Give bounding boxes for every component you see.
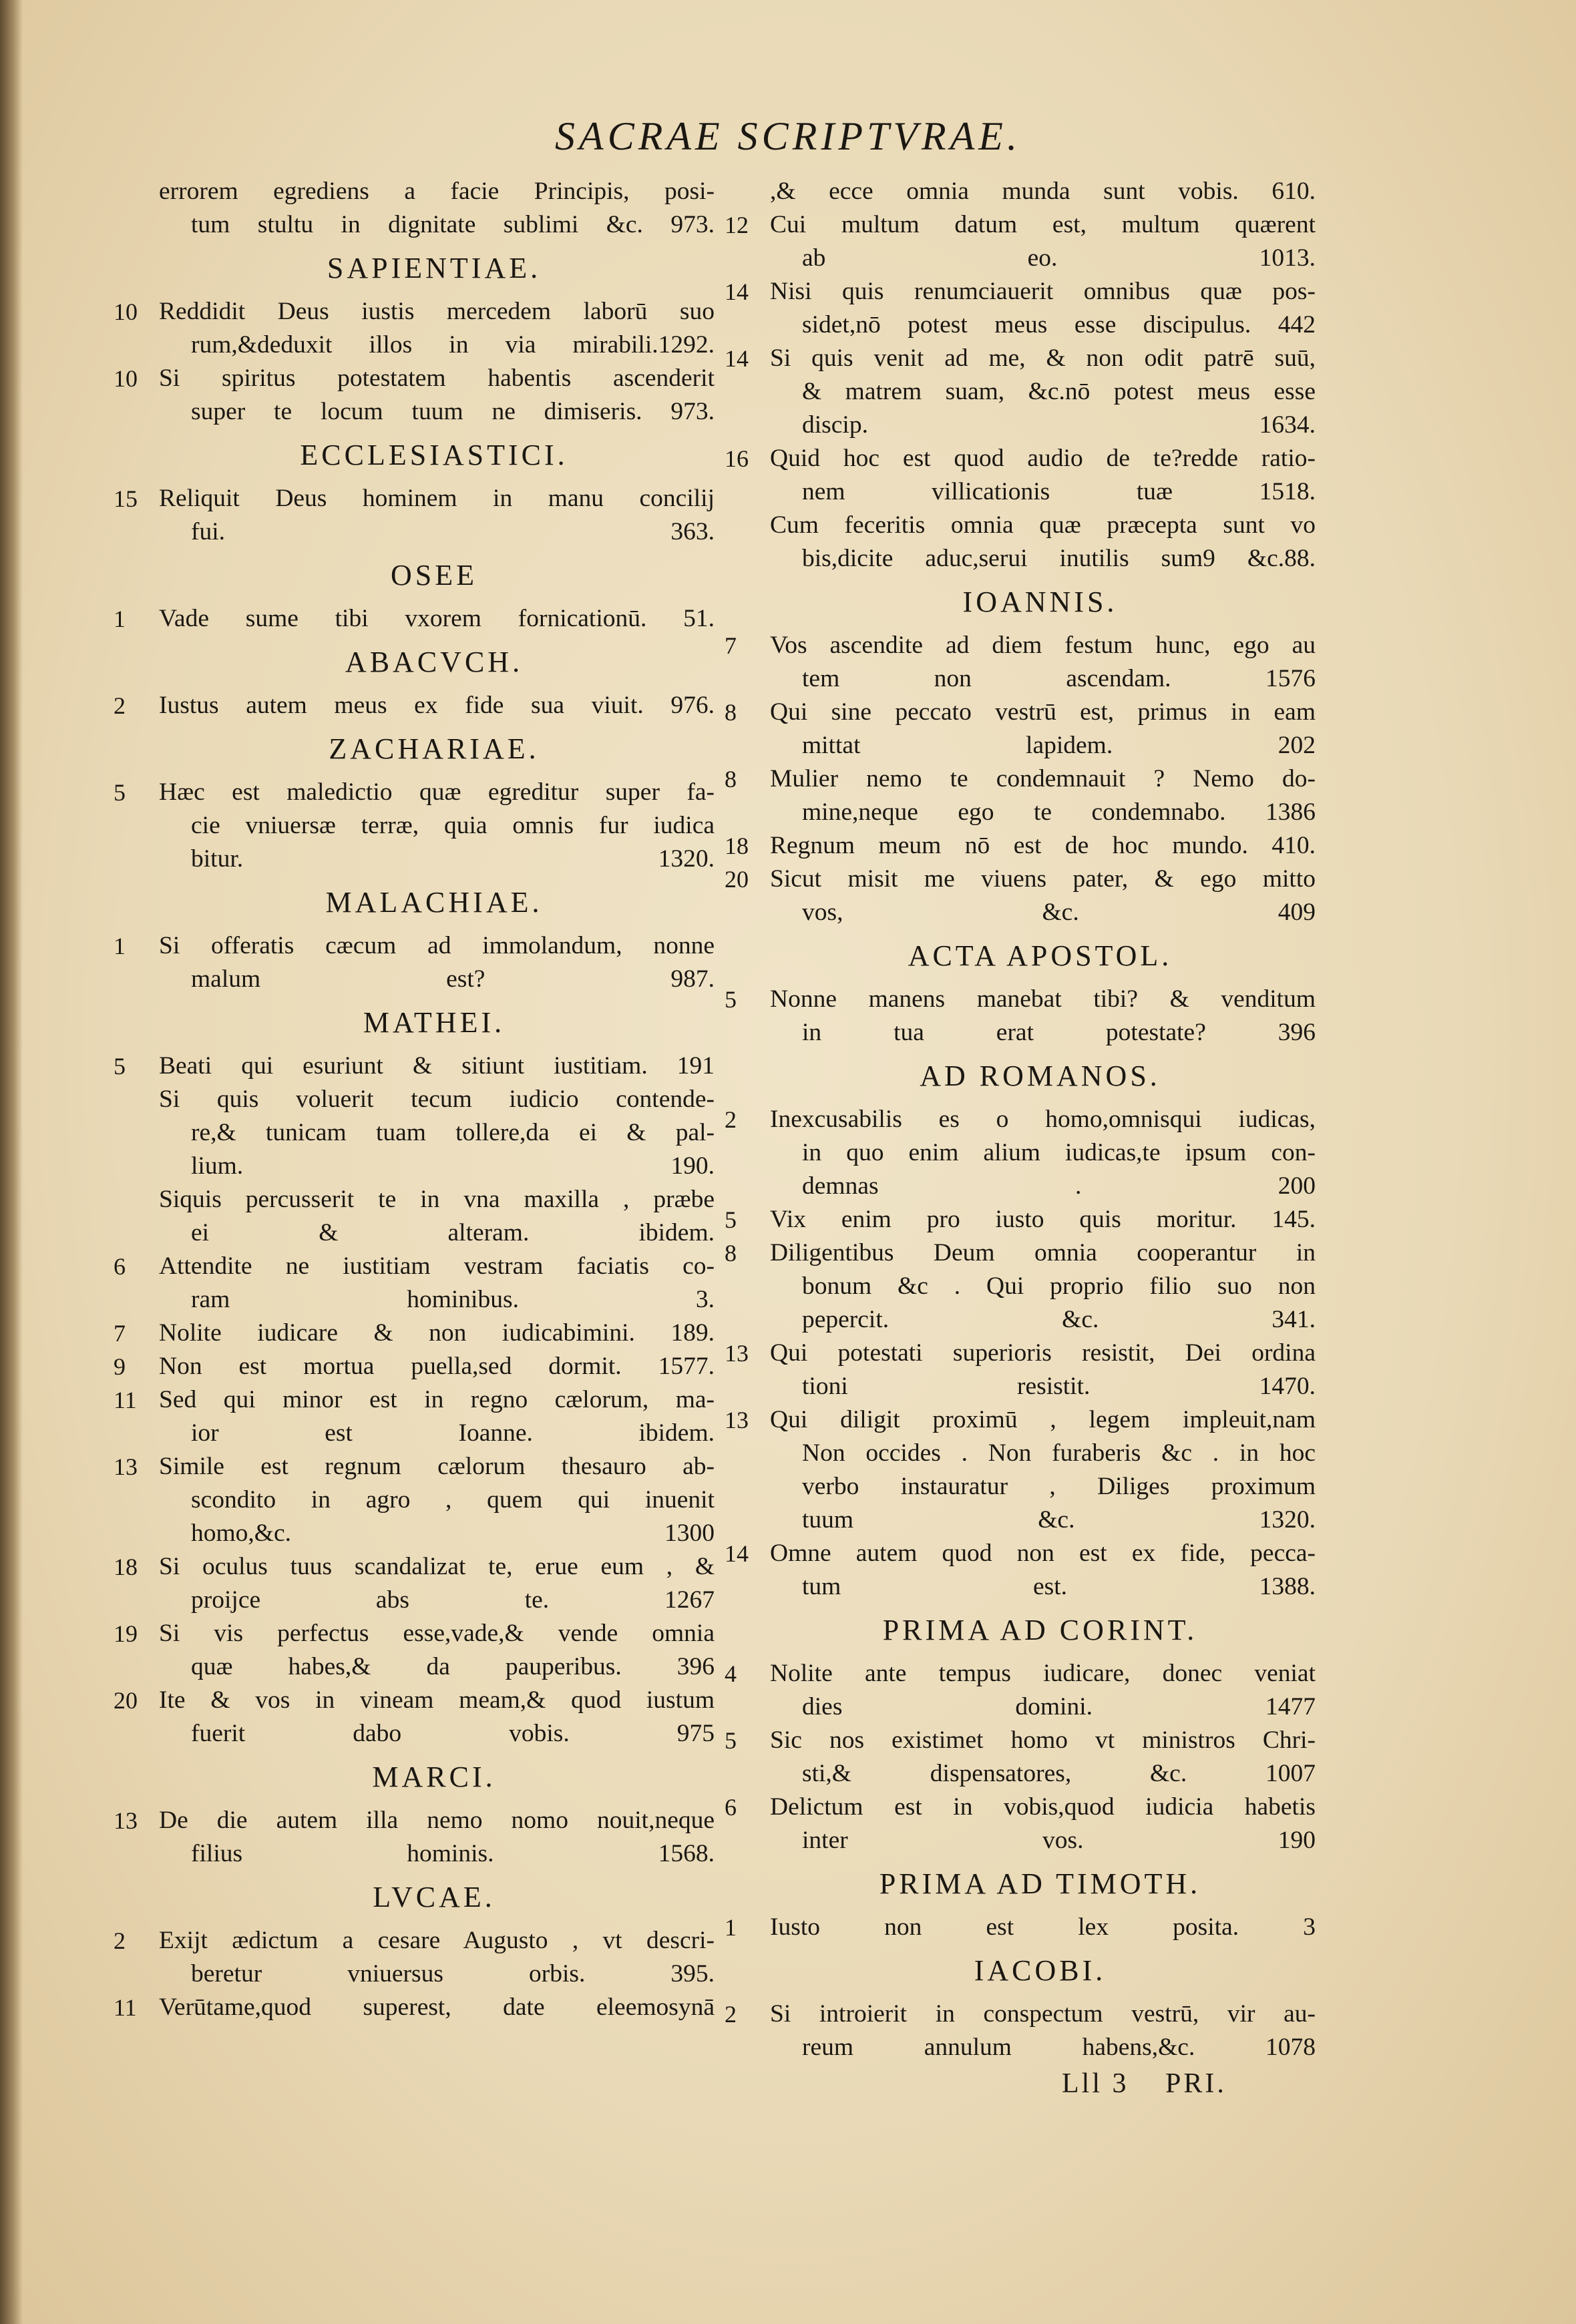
- entry-line: Non est mortua puella,sed dormit. 1577.: [159, 1353, 715, 1380]
- entry-line: Inexcusabilis es o homo,omnisqui iudicas,: [770, 1106, 1316, 1133]
- entry-line: Nonne manens manebat tibi? & venditum: [770, 985, 1316, 1013]
- entry-line: Diligentibus Deum omnia cooperantur in: [770, 1239, 1316, 1266]
- chapter-number: 10: [114, 298, 138, 325]
- section-heading: MARCI.: [372, 1761, 496, 1793]
- entry-line: Vix enim pro iusto quis moritur. 145.: [770, 1206, 1316, 1233]
- entry-line: in tua erat potestate? 396: [802, 1019, 1316, 1046]
- entry-line: fuerit dabo vobis. 975: [191, 1720, 715, 1747]
- section-heading: MATHEI.: [363, 1006, 506, 1039]
- entry-line: proijce abs te. 1267: [191, 1586, 715, 1614]
- entry-line: in quo enim alium iudicas,te ipsum con-: [802, 1139, 1316, 1166]
- index-entry: [114, 1804, 715, 1871]
- section-heading: LVCAE.: [373, 1881, 496, 1913]
- chapter-number: 7: [725, 632, 737, 659]
- entry-line: vos, &c. 409: [802, 899, 1316, 926]
- entry-line: reum annulum habens,&c. 1078: [802, 2034, 1316, 2061]
- entry-line: Nisi quis renumciauerit omnibus quæ pos-: [770, 278, 1316, 305]
- chapter-number: 14: [725, 345, 749, 372]
- chapter-number: 1: [725, 1914, 737, 1941]
- chapter-number: 13: [114, 1807, 138, 1834]
- entry-line: ior est Ioanne. ibidem.: [191, 1419, 715, 1447]
- entry-line: Qui diligit proximū , legem impleuit,nam: [770, 1406, 1316, 1433]
- entry-line: ab eo. 1013.: [802, 244, 1316, 272]
- chapter-number: 13: [114, 1453, 138, 1480]
- entry-line: pepercit. &c. 341.: [802, 1306, 1316, 1333]
- chapter-number: 2: [114, 692, 126, 719]
- entry-line: mine,neque ego te condemnabo. 1386: [802, 798, 1316, 826]
- chapter-number: 18: [725, 833, 749, 859]
- chapter-number: 5: [725, 986, 737, 1013]
- index-entry: [114, 1350, 715, 1383]
- chapter-number: 2: [725, 1106, 737, 1133]
- index-entry: [725, 175, 1316, 208]
- entry-line: & matrem suam, &c.nō potest meus esse: [802, 378, 1316, 405]
- section-heading: OSEE: [391, 559, 477, 592]
- index-entry: [114, 689, 715, 722]
- entry-line: Ite & vos in vineam meam,& quod iustum: [159, 1686, 715, 1714]
- index-entry: [725, 696, 1316, 762]
- chapter-number: 5: [114, 1053, 126, 1080]
- entry-line: Omne autem quod non est ex fide, pecca-: [770, 1540, 1316, 1567]
- entry-line: Reliquit Deus hominem in manu concilij: [159, 485, 715, 512]
- chapter-number: 18: [114, 1554, 138, 1580]
- chapter-number: 8: [725, 766, 737, 792]
- section-heading: IACOBI.: [974, 1954, 1107, 1987]
- entry-line: Non occides . Non furaberis &c . in hoc: [802, 1439, 1316, 1467]
- binding-gutter: [0, 0, 23, 2324]
- chapter-number: 13: [725, 1340, 749, 1367]
- entry-line: Si spiritus potestatem habentis ascenderit: [159, 365, 715, 392]
- section-heading: ECCLESIASTICI.: [300, 439, 568, 471]
- entry-line: Vade sume tibi vxorem fornicationū. 51.: [159, 605, 715, 632]
- entry-line: Mulier nemo te condemnauit ? Nemo do-: [770, 765, 1316, 792]
- index-entry: [114, 295, 715, 362]
- index-entry: [725, 983, 1316, 1050]
- entry-line: Cui multum datum est, multum quærent: [770, 211, 1316, 238]
- index-entry: [725, 1791, 1316, 1857]
- index-entry: [114, 1684, 715, 1751]
- chapter-number: 15: [114, 485, 138, 512]
- chapter-number: 20: [725, 866, 749, 893]
- chapter-number: 19: [114, 1620, 138, 1647]
- index-entry: [114, 1183, 715, 1250]
- entry-line: malum est? 987.: [191, 965, 715, 993]
- entry-line: rum,&deduxit illos in via mirabili.1292.: [191, 331, 715, 359]
- index-entry: [725, 1998, 1316, 2064]
- entry-line: Cum feceritis omnia quæ præcepta sunt vo: [770, 511, 1316, 539]
- index-entry: [725, 1236, 1316, 1337]
- entry-line: Nolite iudicare & non iudicabimini. 189.: [159, 1319, 715, 1347]
- index-entry: [114, 602, 715, 636]
- entry-line: Qui sine peccato vestrū est, primus in eam: [770, 698, 1316, 726]
- chapter-number: 16: [725, 445, 749, 472]
- chapter-number: 8: [725, 1240, 737, 1266]
- index-entry: [114, 482, 715, 549]
- entry-line: tem non ascendam. 1576: [802, 665, 1316, 692]
- entry-line: Si introierit in conspectum vestrū, vir au-: [770, 2000, 1316, 2028]
- entry-line: Si oculus tuus scandalizat te, erue eum , &: [159, 1553, 715, 1580]
- index-entry: [725, 1403, 1316, 1537]
- running-title: SACRAE SCRIPTVRAE.: [555, 114, 1021, 158]
- entry-line: tuum &c. 1320.: [802, 1506, 1316, 1534]
- chapter-number: 7: [114, 1320, 126, 1347]
- chapter-number: 14: [725, 278, 749, 305]
- entry-line: scondito in agro , quem qui inuenit: [191, 1486, 715, 1514]
- section-heading: ABACVCH.: [345, 646, 524, 678]
- entry-line: dies domini. 1477: [802, 1693, 1316, 1720]
- index-entry: [725, 1537, 1316, 1604]
- entry-line: Si offeratis cæcum ad immolandum, nonne: [159, 932, 715, 959]
- entry-line: super te locum tuum ne dimiseris. 973.: [191, 398, 715, 425]
- catchword: PRI.: [1165, 2068, 1227, 2099]
- chapter-number: 9: [114, 1353, 126, 1380]
- entry-line: Sicut misit me viuens pater, & ego mitto: [770, 865, 1316, 893]
- index-entry: [114, 175, 715, 242]
- chapter-number: 5: [114, 779, 126, 806]
- entry-line: tum stultu in dignitate sublimi &c. 973.: [191, 211, 715, 238]
- entry-line: Quid hoc est quod audio de te?redde ratio-: [770, 445, 1316, 472]
- entry-line: sti,& dispensatores, &c. 1007: [802, 1760, 1316, 1787]
- index-entry: [114, 1250, 715, 1317]
- entry-line: beretur vniuersus orbis. 395.: [191, 1960, 715, 1988]
- entry-line: Reddidit Deus iustis mercedem laborū suo: [159, 298, 715, 325]
- entry-line: Delictum est in vobis,quod iudicia habetis: [770, 1793, 1316, 1821]
- section-heading: IOANNIS.: [962, 586, 1118, 618]
- entry-line: bis,dicite aduc,serui inutilis sum9 &c.88.: [802, 545, 1316, 572]
- chapter-number: 8: [725, 699, 737, 726]
- entry-line: Regnum meum nō est de hoc mundo. 410.: [770, 832, 1316, 859]
- index-entry: [725, 1337, 1316, 1403]
- chapter-number: 14: [725, 1540, 749, 1567]
- entry-line: Verūtame,quod superest, date eleemosynā: [159, 1994, 715, 2021]
- index-entry: [725, 509, 1316, 575]
- signature-mark: Lll 3: [1062, 2068, 1129, 2099]
- entry-line: mittat lapidem. 202: [802, 732, 1316, 759]
- index-entry: [114, 1550, 715, 1617]
- entry-line: Exijt ædictum a cesare Augusto , vt descri-: [159, 1927, 715, 1954]
- index-entry: [114, 1617, 715, 1684]
- entry-line: bitur. 1320.: [191, 845, 715, 873]
- entry-line: homo,&c. 1300: [191, 1520, 715, 1547]
- entry-line: Hæc est maledictio quæ egreditur super fa-: [159, 778, 715, 806]
- entry-line: fui. 363.: [191, 518, 715, 545]
- entry-line: Nolite ante tempus iudicare, donec veniat: [770, 1660, 1316, 1687]
- chapter-number: 5: [725, 1206, 737, 1233]
- entry-line: De die autem illa nemo nomo nouit,neque: [159, 1807, 715, 1834]
- index-entry: [725, 1103, 1316, 1203]
- entry-line: quæ habes,& da pauperibus. 396: [191, 1653, 715, 1680]
- right-column: [725, 175, 1316, 2064]
- section-heading: ACTA APOSTOL.: [908, 939, 1173, 972]
- index-entry: [725, 1724, 1316, 1791]
- index-entry: [725, 863, 1316, 929]
- section-heading: AD ROMANOS.: [920, 1060, 1161, 1092]
- chapter-number: 12: [725, 212, 749, 238]
- entry-line: sidet,nō potest meus esse discipulus. 442: [802, 311, 1316, 338]
- entry-line: verbo instauratur , Diliges proximum: [802, 1473, 1316, 1500]
- chapter-number: 1: [114, 606, 126, 632]
- index-entry: [725, 1203, 1316, 1236]
- index-entry: [114, 1383, 715, 1450]
- entry-line: errorem egrediens a facie Principis, posi-: [159, 178, 715, 205]
- chapter-number: 2: [725, 2001, 737, 2028]
- chapter-number: 10: [114, 365, 138, 392]
- index-entry: [114, 776, 715, 876]
- index-entry: [725, 829, 1316, 863]
- index-entry: [114, 362, 715, 429]
- section-heading: SAPIENTIAE.: [327, 252, 542, 284]
- entry-line: Attendite ne iustitiam vestram faciatis co-: [159, 1252, 715, 1280]
- section-heading: ZACHARIAE.: [329, 732, 540, 765]
- entry-line: re,& tunicam tuam tollere,da ei & pal-: [191, 1119, 715, 1146]
- index-entry: [725, 1657, 1316, 1724]
- index-entry: [725, 762, 1316, 829]
- entry-line: Siquis percusserit te in vna maxilla , præbe: [159, 1186, 715, 1213]
- entry-line: Sed qui minor est in regno cælorum, ma-: [159, 1386, 715, 1413]
- index-entry: [725, 629, 1316, 696]
- chapter-number: 11: [114, 1387, 137, 1413]
- entry-line: filius hominis. 1568.: [191, 1840, 715, 1867]
- chapter-number: 11: [114, 1994, 137, 2021]
- entry-line: bonum &c . Qui proprio filio suo non: [802, 1272, 1316, 1300]
- entry-line: cie vniuersæ terræ, quia omnis fur iudica: [191, 812, 715, 839]
- entry-line: Sic nos existimet homo vt ministros Chri-: [770, 1726, 1316, 1754]
- chapter-number: 13: [725, 1407, 749, 1433]
- chapter-number: 20: [114, 1687, 138, 1714]
- entry-line: Si vis perfectus esse,vade,& vende omnia: [159, 1620, 715, 1647]
- chapter-number: 6: [114, 1253, 126, 1280]
- entry-line: discip. 1634.: [802, 411, 1316, 439]
- index-entry: [725, 442, 1316, 509]
- chapter-number: 4: [725, 1660, 737, 1687]
- left-column: [114, 175, 715, 2024]
- index-entry: [114, 929, 715, 996]
- entry-line: tioni resistit. 1470.: [802, 1373, 1316, 1400]
- index-entry: [114, 1450, 715, 1550]
- entry-line: ei & alteram. ibidem.: [191, 1219, 715, 1246]
- index-entry: [114, 1317, 715, 1350]
- chapter-number: 2: [114, 1927, 126, 1954]
- entry-line: nem villicationis tuæ 1518.: [802, 478, 1316, 505]
- entry-line: ram hominibus. 3.: [191, 1286, 715, 1313]
- section-heading: PRIMA AD TIMOTH.: [879, 1867, 1201, 1900]
- section-heading: MALACHIAE.: [325, 886, 543, 919]
- entry-line: tum est. 1388.: [802, 1573, 1316, 1600]
- page-footer: [1062, 2066, 1253, 2102]
- entry-line: Si quis venit ad me, & non odit patrē suū,: [770, 344, 1316, 372]
- entry-line: lium. 190.: [191, 1152, 715, 1180]
- entry-line: demnas . 200: [802, 1172, 1316, 1200]
- entry-line: Si quis voluerit tecum iudicio contende-: [159, 1086, 715, 1113]
- index-entry: [725, 275, 1316, 342]
- chapter-number: 1: [114, 933, 126, 959]
- entry-line: Qui potestati superioris resistit, Dei ordina: [770, 1339, 1316, 1367]
- entry-line: Iustus autem meus ex fide sua viuit. 976.: [159, 692, 715, 719]
- index-entry: [114, 1050, 715, 1083]
- entry-line: Iusto non est lex posita. 3: [770, 1913, 1316, 1941]
- entry-line: ,& ecce omnia munda sunt vobis. 610.: [770, 178, 1316, 205]
- index-entry: [725, 342, 1316, 442]
- index-entry: [725, 1911, 1316, 1944]
- entry-line: Beati qui esuriunt & sitiunt iustitiam. 191: [159, 1052, 715, 1080]
- section-heading: PRIMA AD CORINT.: [882, 1614, 1198, 1646]
- index-entry: [114, 1924, 715, 1991]
- chapter-number: 6: [725, 1794, 737, 1821]
- index-entry: [725, 208, 1316, 275]
- index-entry: [114, 1991, 715, 2024]
- chapter-number: 5: [725, 1727, 737, 1754]
- entry-line: Vos ascendite ad diem festum hunc, ego au: [770, 632, 1316, 659]
- entry-line: inter vos. 190: [802, 1827, 1316, 1854]
- entry-line: Simile est regnum cælorum thesauro ab-: [159, 1453, 715, 1480]
- index-entry: [114, 1083, 715, 1183]
